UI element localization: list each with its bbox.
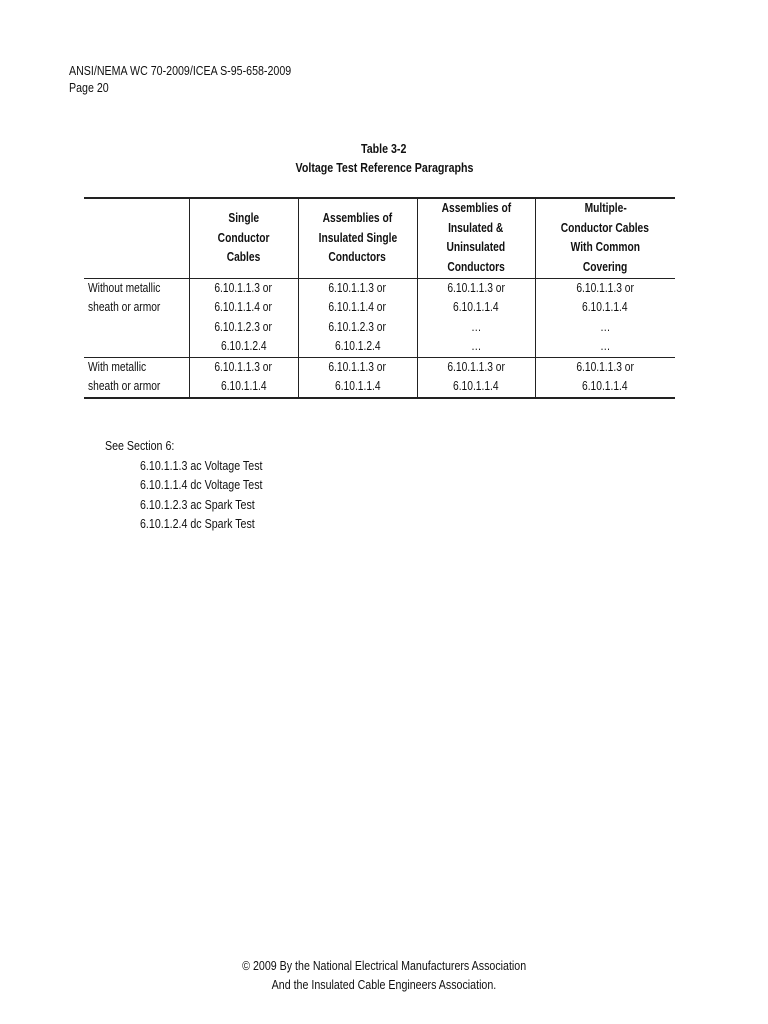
table-cell: 6.10.1.1.3 or 6.10.1.1.4	[189, 357, 298, 398]
standard-designation: ANSI/NEMA WC 70-2009/ICEA S-95-658-2009	[69, 63, 292, 78]
table-row	[84, 357, 675, 398]
section-references	[105, 436, 289, 534]
table-cell: 6.10.1.1.3 or 6.10.1.1.4 … …	[535, 278, 675, 357]
notes-intro: See Section 6:	[105, 438, 175, 453]
table-cell: 6.10.1.1.3 or 6.10.1.1.4 … …	[417, 278, 535, 357]
reference-list	[105, 456, 289, 534]
row-label: Without metallic sheath or armor	[88, 280, 161, 314]
table-cell: 6.10.1.1.3 or 6.10.1.1.4	[298, 357, 417, 398]
table-header-row	[84, 198, 675, 278]
table-number: Table 3-2	[361, 141, 407, 156]
voltage-test-reference-table	[84, 197, 675, 399]
table-caption	[0, 139, 768, 177]
copyright-line: © 2009 By the National Electrical Manufacturers Association	[242, 958, 526, 973]
table-title: Voltage Test Reference Paragraphs	[295, 160, 473, 175]
column-header: Multiple- Conductor Cables With Common Covering	[535, 198, 675, 278]
copyright-line: And the Insulated Cable Engineers Association.	[271, 977, 497, 992]
column-header: Assemblies of Insulated Single Conductors	[298, 198, 417, 278]
table-cell: 6.10.1.1.3 or 6.10.1.1.4 or 6.10.1.2.3 or 6.10.1.2.4	[189, 278, 298, 357]
list-item: 6.10.1.1.3 ac Voltage Test	[140, 457, 263, 473]
list-item: 6.10.1.2.3 ac Spark Test	[140, 496, 255, 512]
table-row	[84, 278, 675, 357]
list-item: 6.10.1.2.4 dc Spark Test	[140, 516, 255, 531]
copyright-footer	[0, 956, 768, 994]
list-item: 6.10.1.1.4 dc Voltage Test	[140, 477, 263, 492]
table-cell: 6.10.1.1.3 or 6.10.1.1.4	[535, 357, 675, 398]
page-number: Page 20	[69, 80, 109, 95]
table-cell: 6.10.1.1.3 or 6.10.1.1.4 or 6.10.1.2.3 or 6.10.1.2.4	[298, 278, 417, 357]
header-empty-cell	[84, 198, 189, 278]
row-label: With metallic sheath or armor	[88, 359, 161, 393]
table-cell: 6.10.1.1.3 or 6.10.1.1.4	[417, 357, 535, 398]
column-header: Single Conductor Cables	[189, 198, 298, 278]
column-header: Assemblies of Insulated & Uninsulated Conductors	[417, 198, 535, 278]
document-header	[69, 62, 340, 96]
